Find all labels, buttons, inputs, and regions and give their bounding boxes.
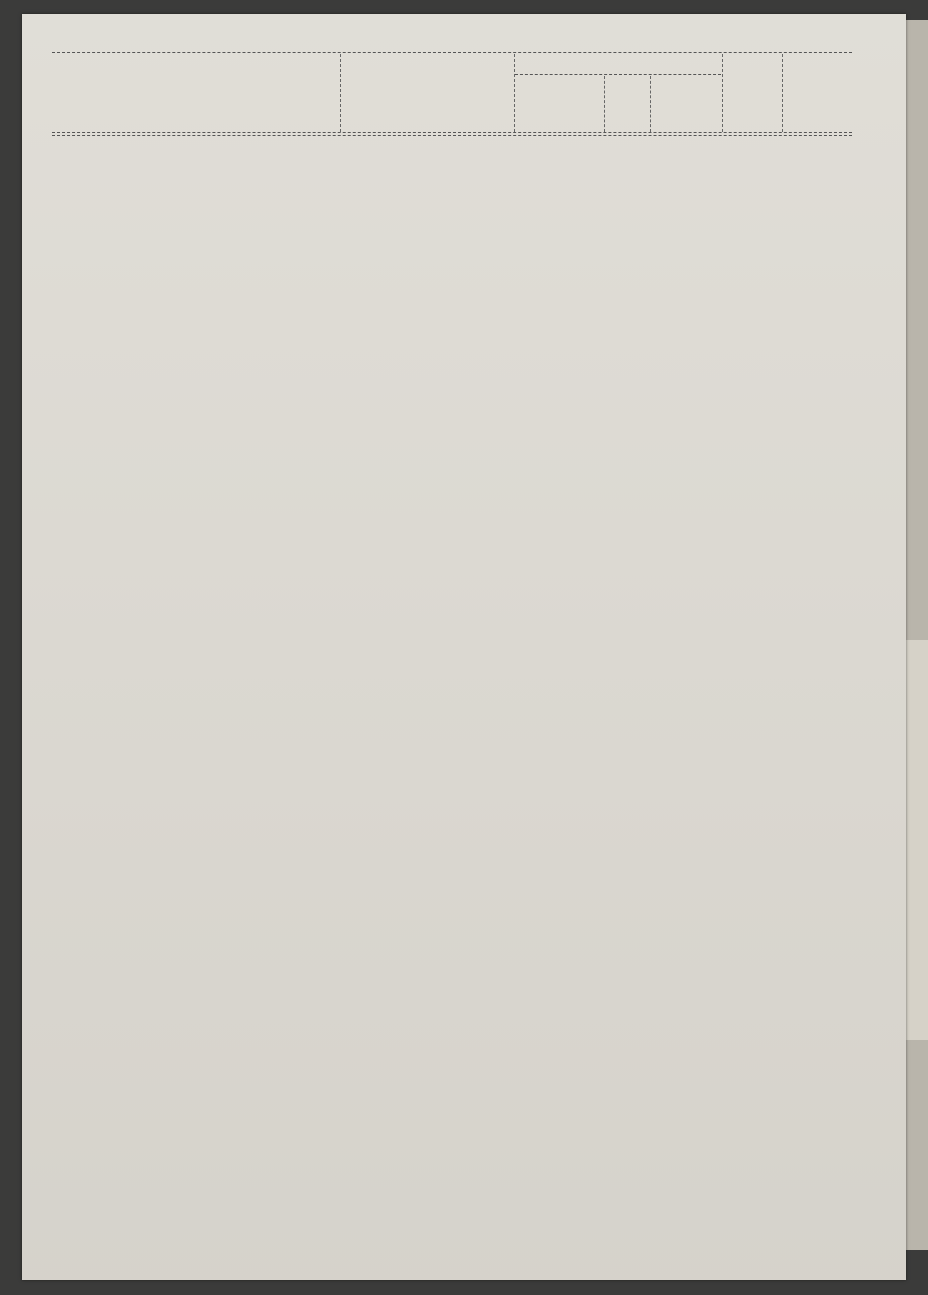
header-top-line xyxy=(52,52,852,53)
column-divider xyxy=(340,54,341,132)
column-divider xyxy=(604,76,605,132)
column-divider xyxy=(650,76,651,132)
column-divider xyxy=(722,54,723,132)
header-bottom-line xyxy=(52,132,852,133)
registration-subline xyxy=(515,74,721,75)
column-divider xyxy=(514,54,515,132)
page-paper xyxy=(22,14,906,1280)
document-page xyxy=(22,14,906,1280)
column-divider xyxy=(782,54,783,132)
header-bottom-line-2 xyxy=(52,135,852,136)
